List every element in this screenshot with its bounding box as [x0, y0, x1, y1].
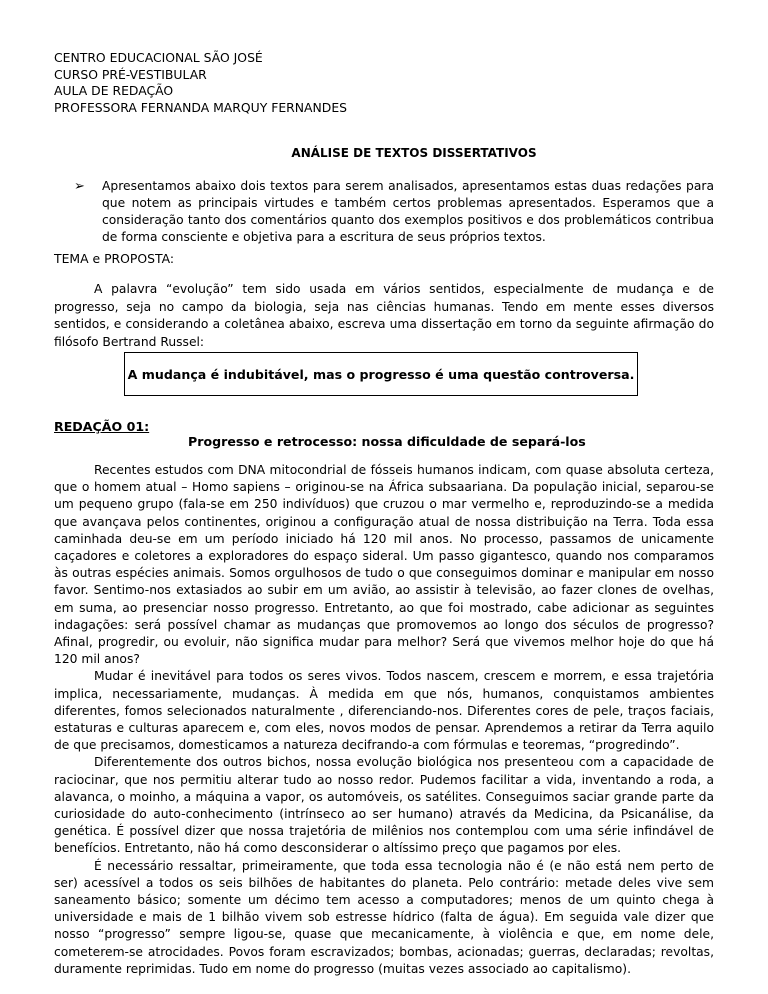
document-title: ANÁLISE DE TEXTOS DISSERTATIVOS: [291, 146, 537, 160]
arrow-bullet-icon: ➢: [74, 179, 85, 194]
header-block: [54, 50, 347, 116]
intro-text: Apresentamos abaixo dois textos para serem analisados, apresentamos estas duas redações para que notem as principais virtudes e também certos problemas apresentados. Esperamos que a consideração tanto dos comentários quanto dos exemplos positivos e dos problemáticos contribua de forma consciente e objetiva para a escritura de seus próprios textos.: [102, 179, 714, 244]
redacao-paragraph-1: Recentes estudos com DNA mitocondrial de fósseis humanos indicam, com quase absoluta certeza, que o homem atual – Homo sapiens – originou-se na África subsaariana. Da população inicial, separou-se um pequeno grupo (fala-se em 250 indivíduos) que cruzou o mar vermelho e, reproduzindo-se a medida que avançava pelos continentes, originou a configuração atual de nossa distribuição na Terra. Toda essa caminhada deu-se em um período iniciado há 120 mil anos. No processo, passamos de unicamente caçadores e coletores a exploradores do espaço sideral. Um passo gigantesco, quando nos comparamos às outras espécies animais. Somos orgulhosos de tudo o que conseguimos dominar e manipular em nosso favor. Sentimo-nos extasiados ao subir em um avião, ao assistir à televisão, ao fazer clones de ovelhas, em suma, ao presenciar nosso progresso. Entretanto, ao que foi mostrado, cabe adicionar as seguintes indagações: será possível chamar as mudanças que promovemos ao longo dos séculos de progresso? Afinal, progredir, ou evoluir, não significa mudar para melhor? Será que vivemos melhor hoje do que há 120 mil anos?: [54, 463, 714, 667]
quote-text: A mudança é indubitável, mas o progresso é uma questão controversa.: [127, 366, 635, 382]
redacao-paragraph-2: Mudar é inevitável para todos os seres vivos. Todos nascem, crescem e morrem, e essa trajetória implica, necessariamente, mudanças. À medida em que nós, humanos, conquistamos ambientes diferentes, fomos selecionados naturalmente , diferenciando-nos. Diferentes cores de pele, traços faciais, estaturas e culturas aparecem e, com eles, novos modos de pensar. Aprendemos a retirar da Terra aquilo de que precisamos, domesticamos a natureza decifrando-a com fórmulas e teoremas, “progredindo”.: [54, 669, 714, 753]
intro-bullet-item: [74, 178, 714, 246]
header-line-school: CENTRO EDUCACIONAL SÃO JOSÉ: [54, 50, 263, 65]
redacao-paragraph-3: Diferentemente dos outros bichos, nossa evolução biológica nos presenteou com a capacidade de raciocinar, que nos permitiu alterar tudo ao nosso redor. Pudemos facilitar a vida, inventando a roda, a alavanca, o moinho, a máquina a vapor, os automóveis, os satélites. Conseguimos saciar grande parte da curiosidade do auto-conhecimento (intrínseco ao ser humano) através da Medicina, da Psicanálise, da genética. É possível dizer que nossa trajetória de milênios nos contemplou com uma série infindável de benefícios. Entretanto, não há como desconsiderar o altíssimo preço que pagamos por eles.: [54, 755, 714, 856]
redacao-body: [54, 462, 714, 978]
redacao-title: Progresso e retrocesso: nossa dificuldade de separá-los: [188, 434, 586, 449]
header-line-course: CURSO PRÉ-VESTIBULAR: [54, 66, 207, 82]
quote-box: [124, 352, 638, 396]
tema-label: TEMA e PROPOSTA:: [54, 251, 175, 266]
header-line-class: AULA DE REDAÇÃO: [54, 83, 174, 98]
proposta-paragraph: A palavra “evolução” tem sido usada em vários sentidos, especialmente de mudança e de progresso, seja no campo da biologia, seja nas ciências humanas. Tendo em mente esses diversos sentidos, e considerando a coletânea abaixo, escreva uma dissertação em torno da seguinte afirmação do filósofo Bertrand Russel:: [54, 282, 714, 349]
redacao-label: REDAÇÃO 01:: [54, 419, 150, 434]
redacao-paragraph-4: É necessário ressaltar, primeiramente, que toda essa tecnologia não é (e não está nem perto de ser) acessível a todos os seis bilhões de habitantes do planeta. Pelo contrário: metade deles vive sem saneamento básico; somente um décimo tem acesso a computadores; menos de um quinto chega à universidade e mais de 1 bilhão vivem sob estresse hídrico (falta de água). Em seguida vale dizer que nosso “progresso” sempre ligou-se, quase que mecanicamente, à violência e que, em nome dele, cometerem-se atrocidades. Povos foram escravizados; bombas, acionadas; guerras, declaradas; revoltas, duramente reprimidas. Tudo em nome do progresso (muitas vezes associado ao capitalismo).: [54, 858, 714, 976]
header-line-teacher: PROFESSORA FERNANDA MARQUY FERNANDES: [54, 99, 348, 115]
